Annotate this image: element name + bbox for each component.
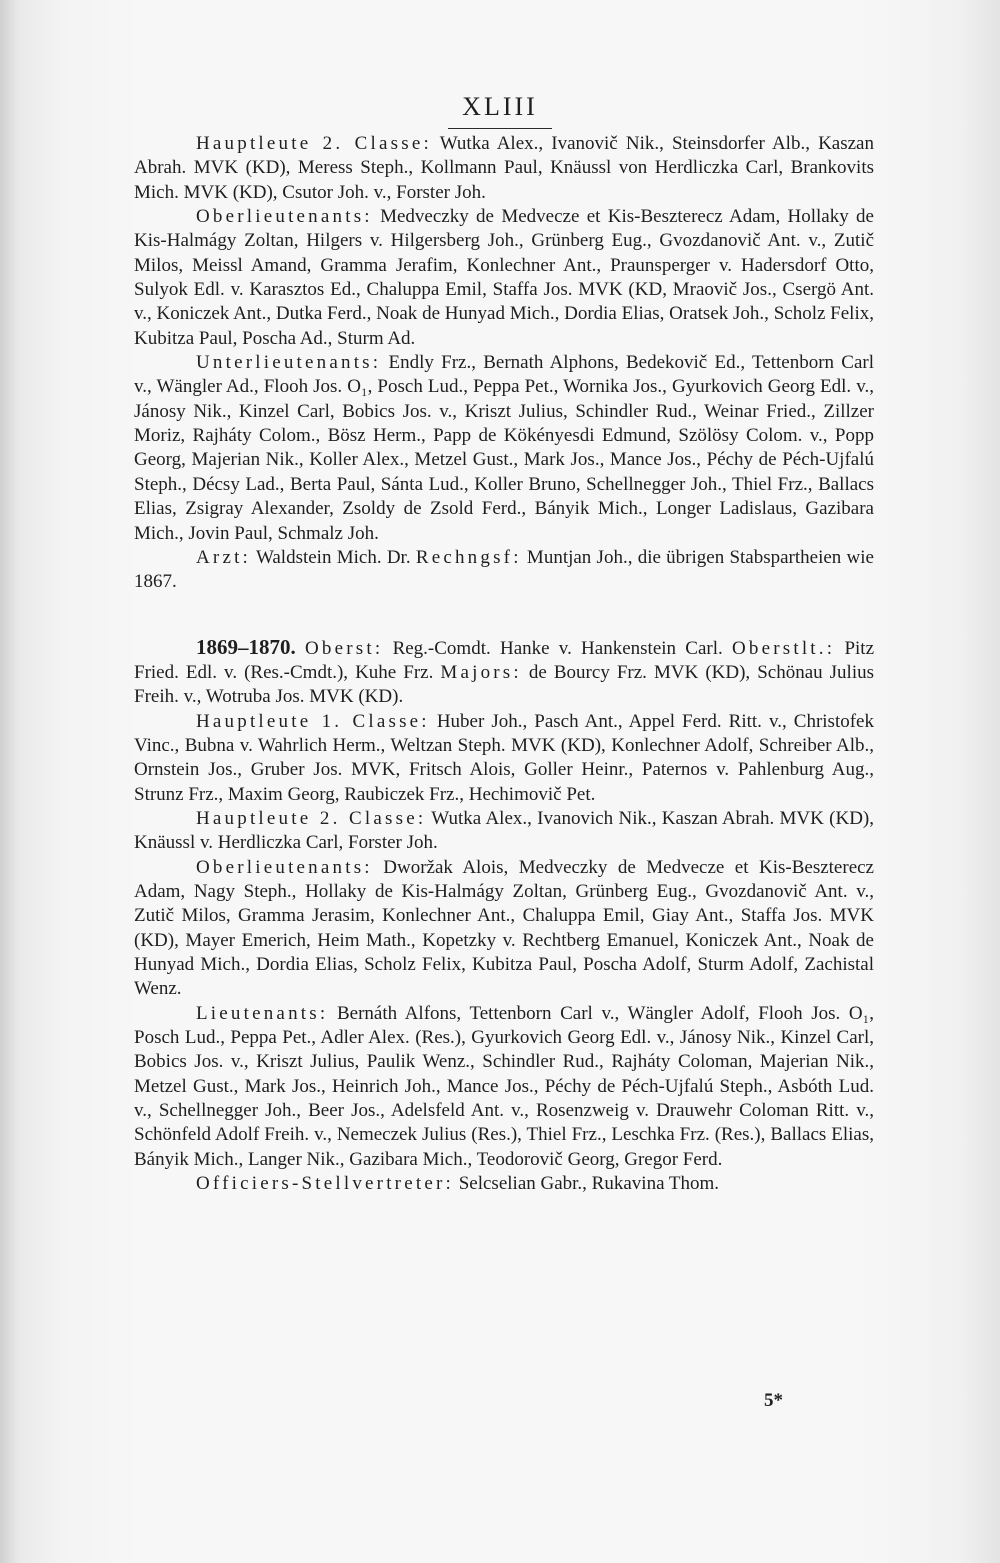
rank-names: Reg.-Comdt. Hanke v. Hankenstein Carl. xyxy=(383,637,732,659)
rank-names: Bernáth Alfons, Tettenborn Carl v., Wängler Adolf, Flooh Jos. O₁, Posch Lud., Peppa Pet., Adler Alex. (Res.), Gyurkovich Georg Edl. v., Jánosy Nik., Kinzel Carl, Bobics Jos. v., Kriszt Julius, Paulik Wenz., Schindler Rud., Rajháty Coloman, Majerian Nik., Metzel Gust., Mark Jos., Heinrich Joh., Mance Jos., Péchy de Péch-Ujfalú Steph., Asbóth Lud. v., Schellnegger Joh., Beer Jos., Adelsfeld Ant. v., Rosenzweig v. Drauwehr Coloman Ritt. v., Schönfeld Adolf Freih. v., Nemeczek Julius (Res.), Thiel Frz., Leschka Frz. (Res.), Ballacs Elias, Bányik Mich., Langer Nik., Gazibara Mich., Teodorovič Georg, Gregor Ferd. xyxy=(134,1002,874,1170)
rank-label: Oberlieutenants: xyxy=(196,856,373,878)
text-body xyxy=(134,132,874,1196)
rank-label: Arzt: xyxy=(196,546,252,568)
rank-names: Huber Joh., Pasch Ant., Appel Ferd. Ritt. v., Christofek Vinc., Bubna v. Wahrlich Herm., Weltzan Steph. MVK (KD), Konlechner Adolf, Schreiber Alb., Ornstein Jos., Gruber Jos. MVK, Fritsch Alois, Goller Heinr., Paternos v. Pahlenburg Aug., Strunz Frz., Maxim Georg, Raubiczek Frz., Hechimovič Pet. xyxy=(134,710,874,805)
paragraph-oberst xyxy=(134,635,874,710)
rank-label: Lieutenants: xyxy=(196,1002,329,1024)
rank-label-tertiary: Majors: xyxy=(440,661,522,683)
paragraph-unterlieutenants xyxy=(134,351,874,546)
paragraph-oberlieutenants xyxy=(134,856,874,1002)
rank-label-secondary: Rechngsf: xyxy=(415,546,522,568)
paragraph-arzt xyxy=(134,546,874,595)
rank-label: Officiers-Stellvertreter: xyxy=(196,1173,454,1195)
rank-label-secondary: Oberstlt.: xyxy=(731,637,836,659)
section-divider-space xyxy=(134,595,874,635)
rank-names: Endly Frz., Bernath Alphons, Bedekovič Ed., Tettenborn Carl v., Wängler Ad., Flooh Jos. O₁, Posch Lud., Peppa Pet., Wornika Jos., Gyurkovich Georg Edl. v., Jánosy Nik., Kinzel Carl, Bobics Jos. v., Kriszt Julius, Schindler Rud., Weinar Fried., Zillzer Moriz, Rajháty Colom., Bösz Herm., Papp de Kökényesdi Edmund, Szölösy Colom. v., Popp Georg, Majerian Nik., Koller Alex., Metzel Gust., Mark Jos., Mance Jos., Péchy de Péch-Ujfalú Steph., Décsy Lad., Berta Paul, Sánta Lud., Koller Bruno, Schellnegger Joh., Thiel Frz., Ballacs Elias, Zsigray Alexander, Zsoldy de Zsold Ferd., Bányik Mich., Longer Ladislaus, Gazibara Mich., Jovin Paul, Schmalz Joh. xyxy=(134,352,874,544)
rank-label: Hauptleute 2. Classe: xyxy=(196,807,427,829)
rank-names-tertiary: de Bourcy Frz. MVK (KD), Schönau Julius Freih. v., Wotruba Jos. MVK (KD). xyxy=(134,661,874,708)
rank-label: Hauptleute 1. Classe: xyxy=(196,710,430,732)
page-number: XLIII xyxy=(448,92,552,129)
paragraph-hauptleute-2-classe xyxy=(134,807,874,856)
rank-label: Hauptleute 2. Classe: xyxy=(196,133,432,154)
rank-names: Waldstein Mich. Dr. xyxy=(251,546,416,568)
rank-label: Unterlieutenants: xyxy=(196,352,382,374)
rank-names: Selcselian Gabr., Rukavina Thom. xyxy=(453,1173,720,1195)
paragraph-oberlieutenants xyxy=(134,205,874,351)
paragraph-hauptleute-1-classe xyxy=(134,710,874,807)
rank-label: Oberlieutenants: xyxy=(196,206,373,228)
rank-names: Medveczky de Medvecze et Kis-Beszterecz Adam, Hollaky de Kis-Halmágy Zoltan, Hilgers v. Hilgersberg Joh., Grünberg Eug., Gvozdanovič Ant. v., Zutič Milos, Meissl Amand, Gramma Jerafim, Konlechner Ant., Praunsperger v. Hadersdorf Otto, Sulyok Edl. v. Karasztos Ed., Chaluppa Emil, Staffa Jos. MVK (KD, Mraovič Jos., Csergö Ant. v., Koniczek Ant., Dutka Ferd., Noak de Hunyad Mich., Dordia Elias, Oratsek Joh., Scholz Felix, Kubitza Paul, Poscha Ad., Sturm Ad. xyxy=(134,206,874,349)
section-year-heading: 1869–1870. xyxy=(196,634,296,659)
page-header xyxy=(0,92,1000,129)
rank-names: Wutka Alex., Ivanovich Nik., Kaszan Abrah. MVK (KD), Knäussl v. Herdliczka Carl, Forster Joh. xyxy=(134,807,874,854)
paragraph-hauptleute-2-classe xyxy=(134,132,874,205)
rank-names-secondary: Muntjan Joh., die übrigen Stabspartheien wie 1867. xyxy=(134,546,874,593)
signature-mark: 5* xyxy=(764,1390,783,1411)
paragraph-officiers-stellvertreter xyxy=(134,1172,874,1196)
paragraph-lieutenants xyxy=(134,1002,874,1172)
rank-names-secondary: Pitz Fried. Edl. v. (Res.-Cmdt.), Kuhe Frz. xyxy=(134,637,875,683)
rank-label: Oberst: xyxy=(305,637,384,659)
rank-names: Dworžak Alois, Medveczky de Medvecze et Kis-Beszterecz Adam, Nagy Steph., Hollaky de Kis-Halmágy Zoltan, Grünberg Eug., Gvozdanovič Ant. v., Zutič Milos, Gramma Jerasim, Konlechner Ant., Chaluppa Emil, Giay Ant., Staffa Jos. MVK (KD), Mayer Emerich, Heim Math., Kopetzky v. Rechtberg Emanuel, Koniczek Ant., Noak de Hunyad Mich., Dordia Elias, Scholz Felix, Kubitza Paul, Poscha Adolf, Sturm Adolf, Zachistal Wenz. xyxy=(134,856,874,1000)
rank-names: Wutka Alex., Ivanovič Nik., Steinsdorfer Alb., Kaszan Abrah. MVK (KD), Meress Steph., Kollmann Paul, Knäussl von Herdliczka Carl, Brankovits Mich. MVK (KD), Csutor Joh. v., Forster Joh. xyxy=(134,133,874,203)
